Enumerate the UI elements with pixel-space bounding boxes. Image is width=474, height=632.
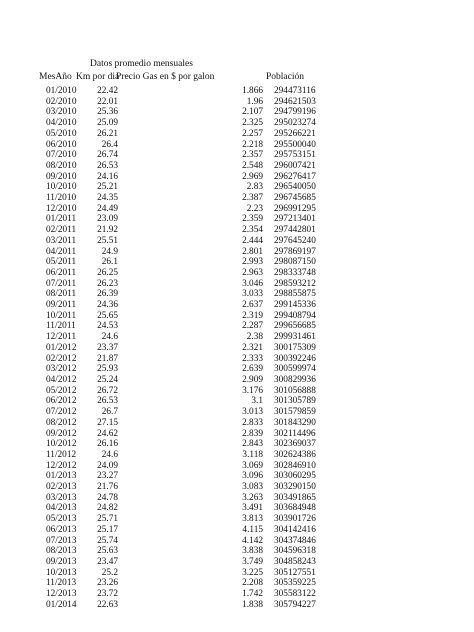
cell-population: 299931461 xyxy=(274,332,316,343)
cell-price: 3.491 xyxy=(242,503,263,514)
cell-population: 295500040 xyxy=(274,139,316,150)
cell-population: 300829936 xyxy=(274,374,316,385)
table-row xyxy=(0,321,474,332)
cell-price: 3.046 xyxy=(242,278,263,289)
cell-km: 25.51 xyxy=(97,235,118,246)
cell-population: 303290150 xyxy=(274,482,316,493)
cell-population: 300599974 xyxy=(274,364,316,375)
table-row xyxy=(0,257,474,268)
cell-month: 01/2012 xyxy=(46,342,77,353)
cell-km: 26.1 xyxy=(101,257,118,268)
cell-month: 07/2013 xyxy=(46,535,77,546)
cell-km: 24.36 xyxy=(97,300,118,311)
cell-price: 2.843 xyxy=(242,439,263,450)
cell-population: 294473116 xyxy=(274,86,316,96)
table-row xyxy=(0,503,474,514)
cell-month: 11/2012 xyxy=(46,449,77,460)
cell-km: 25.2 xyxy=(101,567,118,578)
table-row xyxy=(0,279,474,290)
table-row xyxy=(0,129,474,140)
cell-population: 300175309 xyxy=(274,342,316,353)
cell-population: 303491865 xyxy=(274,492,316,503)
cell-month: 05/2010 xyxy=(46,128,77,139)
cell-km: 24.53 xyxy=(97,321,118,332)
cell-km: 21.87 xyxy=(97,353,118,364)
table-row xyxy=(0,493,474,504)
cell-population: 298333748 xyxy=(274,267,316,278)
cell-price: 3.1 xyxy=(251,396,263,407)
cell-month: 06/2013 xyxy=(46,524,77,535)
cell-month: 09/2010 xyxy=(46,171,77,182)
cell-month: 08/2010 xyxy=(46,160,77,171)
cell-km: 23.09 xyxy=(97,214,118,225)
table-row xyxy=(0,396,474,407)
cell-price: 2.83 xyxy=(246,182,263,193)
cell-price: 2.359 xyxy=(242,214,263,225)
cell-price: 2.257 xyxy=(242,128,263,139)
cell-population: 299145336 xyxy=(274,300,316,311)
table-row xyxy=(0,118,474,129)
table-row xyxy=(0,300,474,311)
table-row xyxy=(0,236,474,247)
cell-km: 26.53 xyxy=(97,160,118,171)
cell-population: 295266221 xyxy=(274,128,316,139)
cell-km: 22.01 xyxy=(97,96,118,107)
cell-population: 300392246 xyxy=(274,353,316,364)
cell-price: 2.833 xyxy=(242,417,263,428)
cell-population: 296991295 xyxy=(274,203,316,214)
cell-population: 294621503 xyxy=(274,96,316,107)
cell-price: 2.993 xyxy=(242,257,263,268)
cell-month: 12/2010 xyxy=(46,203,77,214)
cell-month: 07/2010 xyxy=(46,150,77,161)
cell-price: 2.321 xyxy=(242,342,263,353)
cell-month: 06/2011 xyxy=(46,267,77,278)
cell-price: 3.225 xyxy=(242,567,263,578)
cell-price: 4.115 xyxy=(242,524,263,535)
header-population: Población xyxy=(266,72,304,82)
table-row xyxy=(0,429,474,440)
cell-km: 26.39 xyxy=(97,289,118,300)
header-km: Km por dia xyxy=(76,72,120,82)
table-row xyxy=(0,86,474,97)
table-row xyxy=(0,514,474,525)
cell-month: 04/2010 xyxy=(46,118,77,129)
cell-month: 10/2013 xyxy=(46,567,77,578)
table-row xyxy=(0,461,474,472)
table-row xyxy=(0,568,474,579)
cell-km: 24.82 xyxy=(97,503,118,514)
cell-km: 25.93 xyxy=(97,364,118,375)
table-row xyxy=(0,589,474,600)
cell-population: 299656685 xyxy=(274,321,316,332)
table-row xyxy=(0,204,474,215)
cell-population: 298593212 xyxy=(274,278,316,289)
table-row xyxy=(0,332,474,343)
header-month: MesAño xyxy=(39,72,72,82)
cell-price: 2.963 xyxy=(242,267,263,278)
cell-month: 11/2013 xyxy=(46,578,77,589)
table-row xyxy=(0,140,474,151)
cell-population: 296745685 xyxy=(274,193,316,204)
cell-price: 2.38 xyxy=(246,332,263,343)
cell-km: 24.09 xyxy=(97,460,118,471)
cell-population: 302846910 xyxy=(274,460,316,471)
cell-month: 01/2011 xyxy=(46,214,77,225)
cell-population: 302624386 xyxy=(274,449,316,460)
cell-km: 23.26 xyxy=(97,578,118,589)
cell-km: 24.62 xyxy=(97,428,118,439)
table-row xyxy=(0,471,474,482)
cell-population: 295753151 xyxy=(274,150,316,161)
table-row xyxy=(0,268,474,279)
cell-price: 2.287 xyxy=(242,321,263,332)
cell-price: 2.354 xyxy=(242,225,263,236)
cell-month: 01/2010 xyxy=(46,86,77,96)
cell-km: 24.16 xyxy=(97,171,118,182)
cell-price: 1.742 xyxy=(242,589,263,600)
table-row xyxy=(0,150,474,161)
table-row xyxy=(0,364,474,375)
cell-population: 296540050 xyxy=(274,182,316,193)
cell-price: 2.208 xyxy=(242,578,263,589)
table-row xyxy=(0,557,474,568)
table-row xyxy=(0,225,474,236)
cell-price: 2.107 xyxy=(242,107,263,118)
cell-population: 301579859 xyxy=(274,407,316,418)
cell-month: 09/2013 xyxy=(46,556,77,567)
cell-price: 2.444 xyxy=(242,235,263,246)
cell-km: 26.53 xyxy=(97,396,118,407)
cell-population: 304858243 xyxy=(274,556,316,567)
table-row xyxy=(0,439,474,450)
cell-km: 23.27 xyxy=(97,471,118,482)
cell-km: 26.74 xyxy=(97,150,118,161)
cell-month: 09/2012 xyxy=(46,428,77,439)
header-price: Precio Gas en $ por galon xyxy=(116,72,215,82)
cell-population: 301056888 xyxy=(274,385,316,396)
cell-price: 2.637 xyxy=(242,300,263,311)
cell-month: 09/2011 xyxy=(46,300,77,311)
cell-month: 12/2012 xyxy=(46,460,77,471)
cell-price: 2.639 xyxy=(242,364,263,375)
cell-population: 295023274 xyxy=(274,118,316,129)
cell-price: 3.033 xyxy=(242,289,263,300)
cell-month: 04/2011 xyxy=(46,246,77,257)
cell-month: 10/2012 xyxy=(46,439,77,450)
cell-month: 01/2013 xyxy=(46,471,77,482)
cell-population: 305127551 xyxy=(274,567,316,578)
cell-km: 24.6 xyxy=(101,332,118,343)
cell-price: 2.969 xyxy=(242,171,263,182)
cell-population: 303060295 xyxy=(274,471,316,482)
cell-population: 304374846 xyxy=(274,535,316,546)
cell-price: 2.801 xyxy=(242,246,263,257)
cell-population: 301305789 xyxy=(274,396,316,407)
cell-month: 11/2011 xyxy=(46,321,76,332)
cell-population: 303901726 xyxy=(274,514,316,525)
cell-price: 2.319 xyxy=(242,310,263,321)
cell-population: 294799196 xyxy=(274,107,316,118)
table-row xyxy=(0,407,474,418)
cell-km: 25.24 xyxy=(97,374,118,385)
cell-population: 302114496 xyxy=(274,428,316,439)
cell-population: 304142416 xyxy=(274,524,316,535)
table-row xyxy=(0,172,474,183)
cell-price: 3.083 xyxy=(242,482,263,493)
cell-km: 21.92 xyxy=(97,225,118,236)
table-row xyxy=(0,578,474,589)
cell-month: 06/2010 xyxy=(46,139,77,150)
cell-km: 25.74 xyxy=(97,535,118,546)
table-row xyxy=(0,214,474,225)
cell-population: 297213401 xyxy=(274,214,316,225)
cell-month: 08/2013 xyxy=(46,546,77,557)
cell-month: 12/2011 xyxy=(46,332,77,343)
cell-population: 304596318 xyxy=(274,546,316,557)
cell-km: 24.49 xyxy=(97,203,118,214)
cell-price: 2.23 xyxy=(246,203,263,214)
table-row xyxy=(0,182,474,193)
data-rows xyxy=(0,86,474,610)
cell-km: 24.35 xyxy=(97,193,118,204)
table-row xyxy=(0,418,474,429)
cell-population: 296276417 xyxy=(274,171,316,182)
cell-price: 1.96 xyxy=(246,96,263,107)
cell-month: 11/2010 xyxy=(46,193,77,204)
cell-km: 26.7 xyxy=(101,407,118,418)
cell-month: 07/2012 xyxy=(46,407,77,418)
cell-km: 26.4 xyxy=(101,139,118,150)
cell-km: 25.63 xyxy=(97,546,118,557)
cell-population: 305794227 xyxy=(274,599,316,610)
sheet-title: Datos promedio mensuales xyxy=(90,59,193,69)
cell-price: 2.218 xyxy=(242,139,263,150)
cell-month: 10/2010 xyxy=(46,182,77,193)
cell-price: 2.357 xyxy=(242,150,263,161)
table-row xyxy=(0,247,474,258)
table-row xyxy=(0,536,474,547)
cell-price: 1.838 xyxy=(242,599,263,610)
table-row xyxy=(0,311,474,322)
table-row xyxy=(0,289,474,300)
cell-price: 3.069 xyxy=(242,460,263,471)
cell-population: 297869197 xyxy=(274,246,316,257)
cell-population: 299408794 xyxy=(274,310,316,321)
cell-price: 2.387 xyxy=(242,193,263,204)
table-row xyxy=(0,600,474,611)
cell-population: 305583122 xyxy=(274,589,316,600)
cell-month: 03/2011 xyxy=(46,235,77,246)
cell-km: 24.6 xyxy=(101,449,118,460)
cell-month: 03/2013 xyxy=(46,492,77,503)
cell-month: 02/2010 xyxy=(46,96,77,107)
cell-price: 2.333 xyxy=(242,353,263,364)
cell-population: 302369037 xyxy=(274,439,316,450)
cell-month: 03/2012 xyxy=(46,364,77,375)
cell-month: 12/2013 xyxy=(46,589,77,600)
cell-population: 303684948 xyxy=(274,503,316,514)
table-row xyxy=(0,354,474,365)
cell-population: 301843290 xyxy=(274,417,316,428)
cell-price: 3.118 xyxy=(242,449,263,460)
table-row xyxy=(0,97,474,108)
cell-price: 3.176 xyxy=(242,385,263,396)
cell-population: 297645240 xyxy=(274,235,316,246)
table-row xyxy=(0,375,474,386)
cell-km: 22.42 xyxy=(97,86,118,96)
cell-population: 296007421 xyxy=(274,160,316,171)
cell-km: 26.23 xyxy=(97,278,118,289)
cell-price: 3.013 xyxy=(242,407,263,418)
cell-month: 02/2011 xyxy=(46,225,77,236)
cell-price: 3.263 xyxy=(242,492,263,503)
cell-month: 02/2013 xyxy=(46,482,77,493)
cell-month: 03/2010 xyxy=(46,107,77,118)
cell-km: 23.37 xyxy=(97,342,118,353)
cell-km: 25.65 xyxy=(97,310,118,321)
cell-km: 25.21 xyxy=(97,182,118,193)
cell-population: 305359225 xyxy=(274,578,316,589)
table-row xyxy=(0,546,474,557)
table-row xyxy=(0,343,474,354)
cell-month: 02/2012 xyxy=(46,353,77,364)
cell-month: 05/2012 xyxy=(46,385,77,396)
table-row xyxy=(0,107,474,118)
cell-km: 25.71 xyxy=(97,514,118,525)
cell-price: 3.838 xyxy=(242,546,263,557)
cell-month: 08/2012 xyxy=(46,417,77,428)
cell-month: 06/2012 xyxy=(46,396,77,407)
cell-km: 26.72 xyxy=(97,385,118,396)
cell-population: 298087150 xyxy=(274,257,316,268)
cell-km: 22.63 xyxy=(97,599,118,610)
cell-km: 21.76 xyxy=(97,482,118,493)
cell-km: 25.36 xyxy=(97,107,118,118)
cell-population: 298855875 xyxy=(274,289,316,300)
table-row xyxy=(0,161,474,172)
cell-month: 08/2011 xyxy=(46,289,77,300)
cell-km: 26.16 xyxy=(97,439,118,450)
cell-km: 24.9 xyxy=(101,246,118,257)
cell-price: 3.096 xyxy=(242,471,263,482)
table-row xyxy=(0,525,474,536)
table-row xyxy=(0,450,474,461)
cell-price: 2.839 xyxy=(242,428,263,439)
cell-price: 4.142 xyxy=(242,535,263,546)
cell-month: 07/2011 xyxy=(46,278,77,289)
cell-month: 04/2013 xyxy=(46,503,77,514)
cell-month: 10/2011 xyxy=(46,310,77,321)
cell-price: 2.325 xyxy=(242,118,263,129)
cell-price: 3.813 xyxy=(242,514,263,525)
cell-km: 24.78 xyxy=(97,492,118,503)
table-row xyxy=(0,193,474,204)
cell-km: 27.15 xyxy=(97,417,118,428)
cell-month: 04/2012 xyxy=(46,374,77,385)
cell-km: 25.09 xyxy=(97,118,118,129)
cell-population: 297442801 xyxy=(274,225,316,236)
cell-km: 23.72 xyxy=(97,589,118,600)
cell-month: 01/2014 xyxy=(46,599,77,610)
cell-price: 3.749 xyxy=(242,556,263,567)
cell-km: 26.25 xyxy=(97,267,118,278)
cell-month: 05/2011 xyxy=(46,257,77,268)
cell-price: 2.548 xyxy=(242,160,263,171)
table-row xyxy=(0,386,474,397)
cell-price: 1.866 xyxy=(242,86,263,96)
cell-price: 2.909 xyxy=(242,374,263,385)
table-row xyxy=(0,482,474,493)
cell-km: 25.17 xyxy=(97,524,118,535)
cell-month: 05/2013 xyxy=(46,514,77,525)
cell-km: 26.21 xyxy=(97,128,118,139)
cell-km: 23.47 xyxy=(97,556,118,567)
